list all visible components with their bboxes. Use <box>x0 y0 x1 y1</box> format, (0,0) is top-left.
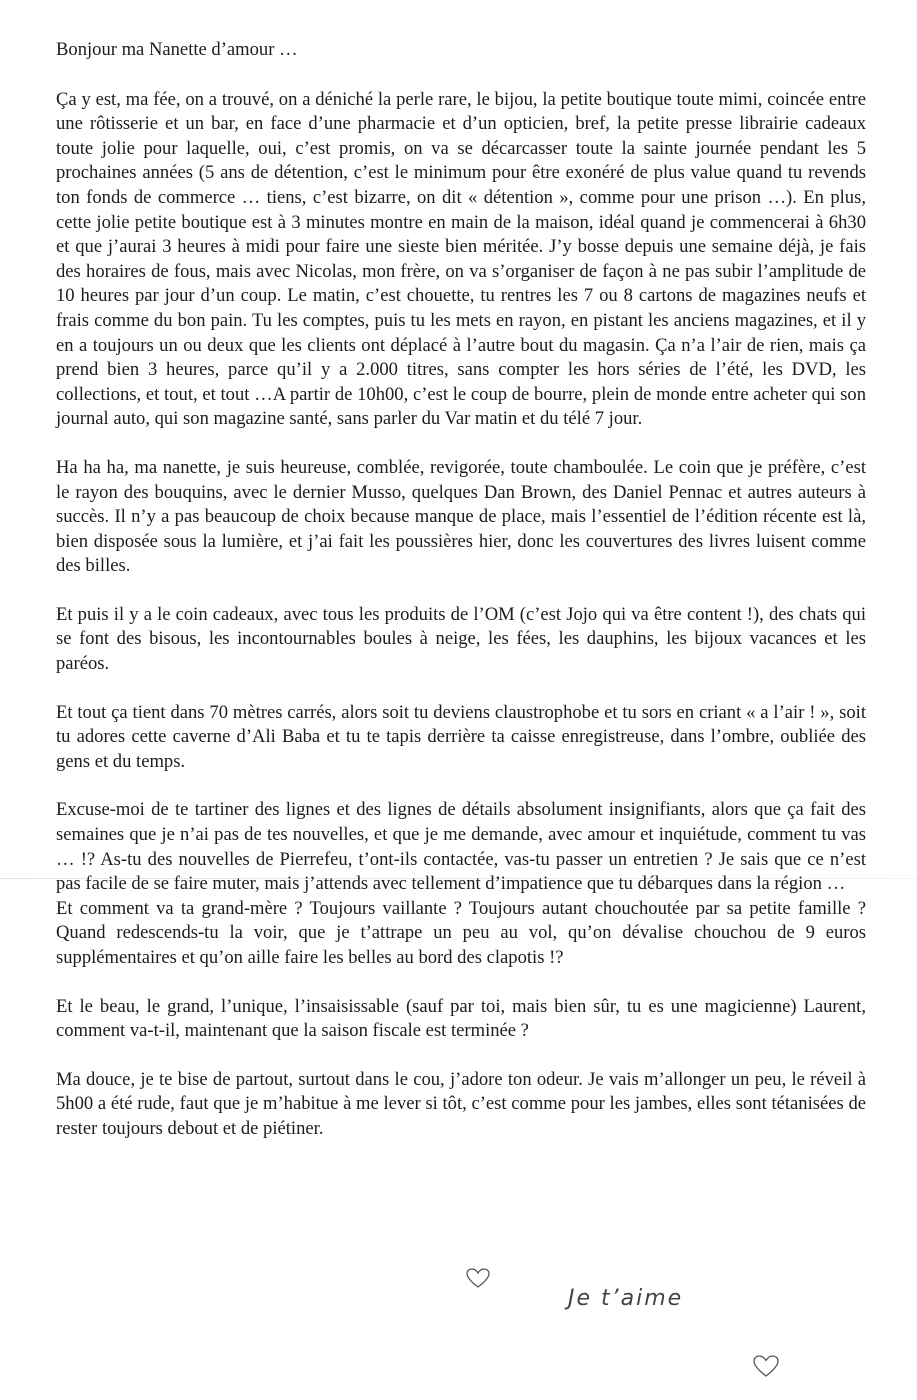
paragraph-books: Ha ha ha, ma nanette, je suis heureuse, comblée, revigorée, toute chamboulée. Le coin que je préfère, c’est le rayon des bouquins, avec le dernier Musso, quelques Dan Brown, des Daniel Pennac et autres auteurs à succès. Il n’y a pas beaucoup de choix because manque de place, mais l’essentiel de l’édition récente est là, bien disposée sous la lumière, et j’ai fait les poussières hier, donc les couvertures des livres luisent comme des billes. <box>56 456 866 577</box>
paragraph-shop: Ça y est, ma fée, on a trouvé, on a déniché la perle rare, le bijou, la petite boutique toute mimi, coincée entre une rôtisserie et un bar, en face d’une pharmacie et d’un opticien, bref, la petite presse librairie cadeaux toute jolie pour laquelle, oui, c’est promis, on va se décarcasser toute la sainte journée pendant les 5 prochaines années (5 ans de détention, c’est le minimum pour être exonéré de plus value quand tu revends ton fonds de commerce … tiens, c’est bizarre, on dit « détention », comme pour une prison …). En plus, cette jolie petite boutique est à 3 minutes montre en main de la maison, idéal quand je commencerai à 6h30 et que j’aurai 3 heures à midi pour faire une sieste bien méritée. J’y bosse depuis une semaine déjà, je fais des horaires de fous, mais avec Nicolas, mon frère, on va s’organiser de façon à ne pas subir l’amplitude de 10 heures par jour d’un coup. Le matin, c’est chouette, tu rentres les 7 ou 8 cartons de magazines neufs et frais comme du bon pain. Tu les comptes, puis tu les mets en rayon, en pistant les anciens magazines, et il y en a toujours un ou deux que les clients ont déplacé à l’autre bout du magasin. Ça n’a l’air de rien, mais ça prend bien 3 heures, parce qu’il y a 2.000 titres, sans compter les hors séries de l’été, les DVD, les collections, et tout, et tout …A partir de 10h00, c’est le coup de bourre, plein de monde entre acheter qui son journal auto, qui son magazine santé, sans parler du Var matin et du télé 7 jour. <box>56 88 866 430</box>
letter-greeting: Bonjour ma Nanette d’amour … <box>56 39 298 60</box>
paragraph-grandmother: Et comment va ta grand-mère ? Toujours vaillante ? Toujours autant chouchoutée par sa petite famille ? Quand redescends-tu la voir, que je t’attrape un peu au vol, qu’on dévalise chouchou de 9 euros supplémentaires et qu’on aille faire les belles au bord des clapotis !? <box>56 897 866 968</box>
heart-icon <box>752 1354 780 1378</box>
heart-icon <box>465 1267 491 1289</box>
paragraph-gifts: Et puis il y a le coin cadeaux, avec tous les produits de l’OM (c’est Jojo qui va être content !), des chats qui se font des bisous, les incontournables boules à neige, les fées, les dauphins, les bijoux vacances et les paréos. <box>56 603 866 675</box>
paragraph-closing: Ma douce, je te bise de partout, surtout dans le cou, j’adore ton odeur. Je vais m’allonger un peu, le réveil à 5h00 a été rude, faut que je m’habitue à me lever si tôt, c’est comme pour les jambes, elles sont tétanisées de rester toujours debout et de piétiner. <box>56 1068 866 1139</box>
paragraph-size: Et tout ça tient dans 70 mètres carrés, alors soit tu deviens claustrophobe et tu sors en criant « a l’air ! », soit tu adores cette caverne d’Ali Baba et tu te tapis derrière ta caisse enregistreuse, dans l’ombre, oubliée des gens et du temps. <box>56 701 866 772</box>
paragraph-excuse: Excuse-moi de te tartiner des lignes et des lignes de détails absolument insignifiants, alors que ça fait des semaines que je n’ai pas de tes nouvelles, et que je me demande, avec amour et inquiétude, comment tu vas … !? As-tu des nouvelles de Pierrefeu, t’ont-ils contactée, vas-tu passer un entretien ? Je sais que ce n’est pas facile de se faire muter, mais j’attends avec tellement d’impatience que tu débarques dans la région … <box>56 799 866 895</box>
handwritten-signature: Je t’aime <box>568 1286 684 1311</box>
letter-body <box>56 38 866 1166</box>
paragraph-laurent: Et le beau, le grand, l’unique, l’insaisissable (sauf par toi, mais bien sûr, tu es une magicienne) Laurent, comment va-t-il, maintenant que la saison fiscale est terminée ? <box>56 995 866 1042</box>
